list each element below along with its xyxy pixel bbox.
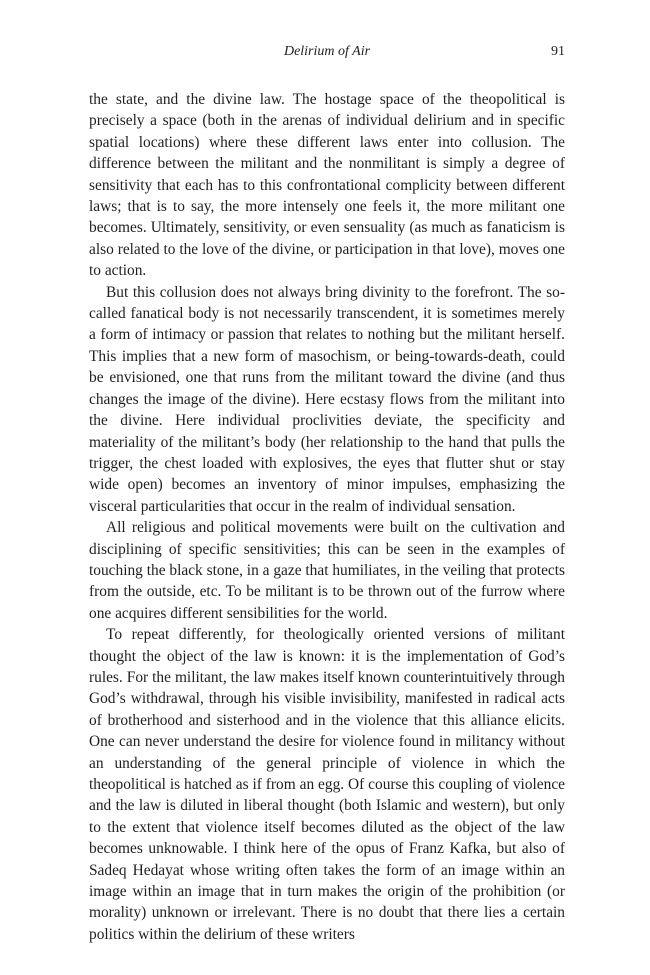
paragraph: All religious and political movements were built on the cultivation and disciplining of specific sensitivities; this can be seen in the examples of touching the black stone, in a gaze that humiliates, in the veiling that protects from the outside, etc. To be militant is to be thrown out of the furrow where one acquires different sensibilities for the world. — [89, 519, 565, 622]
body-text — [89, 89, 565, 945]
running-head — [89, 44, 565, 66]
paragraph-continued: the state, and the divine law. The hostage space of the theopolitical is precisely a space (both in the arenas of individual delirium and in specific spatial locations) where these different laws enter into collusion. The difference between the militant and the nonmilitant is simply a degree of sensitivity that each has to this confrontational complicity between different laws; that is to say, the more intensely one feels it, the more militant one becomes. Ultimately, sensitivity, or even sensuality (as much as fanaticism is also related to the love of the divine, or participation in that love), moves one to action. — [89, 91, 565, 280]
paragraph: To repeat differently, for theologically oriented versions of militant thought the object of the law is known: it is the implementation of God’s rules. For the militant, the law makes itself known counterintuitively through God’s withdrawal, through his visible invisibility, manifested in radical acts of brotherhood and sisterhood and in the violence that this alliance elicits. One can never understand the desire for violence found in militancy without an understanding of the general principle of violence in which the theopolitical is hatched as if from an egg. Of course this coupling of violence and the law is diluted in liberal thought (both Islamic and western), but only to the extent that violence itself becomes diluted as the object of the law becomes unknowable. I think here of the opus of Franz Kafka, but also of Sadeq Hedayat whose writing often takes the form of an image within an image within an image that in turn makes the origin of the prohibition (or morality) unknown or irrelevant. There is no doubt that there lies a certain politics within the delirium of these writers — [89, 626, 565, 943]
page-number: 91 — [551, 44, 565, 59]
paragraph: But this collusion does not always bring divinity to the forefront. The so-called fanatical body is not necessarily transcendent, it is sometimes merely a form of intimacy or passion that relates to nothing but the militant herself. This implies that a new form of masochism, or being-towards-death, could be envisioned, one that runs from the militant toward the divine (and thus changes the image of the divine). Here ecstasy flows from the militant into the divine. Here individual proclivities deviate, the specificity and materiality of the militant’s body (her relationship to the hand that pulls the trigger, the chest loaded with explosives, the eyes that flutter shut or stay wide open) becomes an inventory of minor impulses, emphasizing the visceral particularities that occur in the realm of individual sensation. — [89, 283, 565, 515]
running-title: Delirium of Air — [283, 44, 371, 59]
